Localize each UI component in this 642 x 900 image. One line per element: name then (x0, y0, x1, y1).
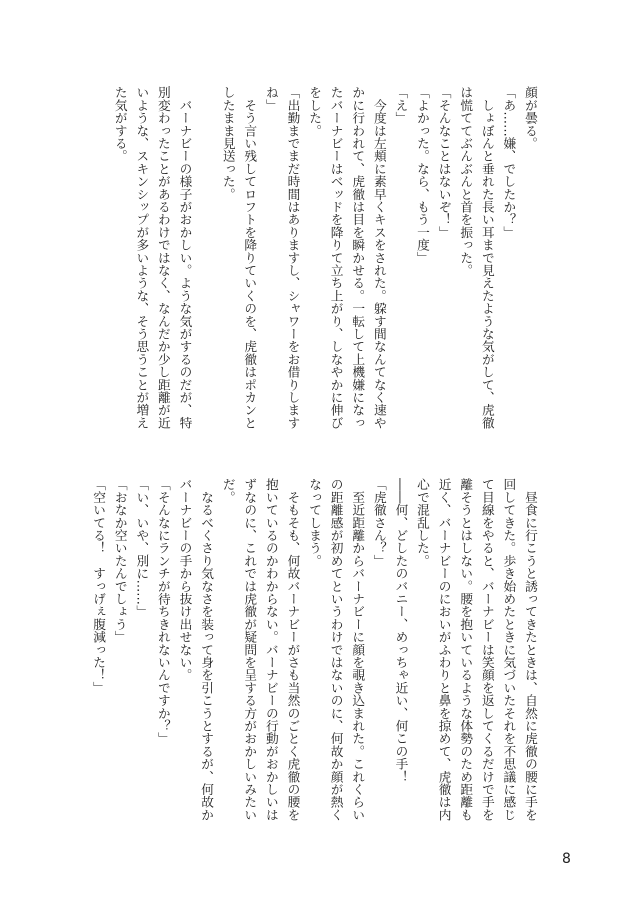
text-line: いような、スキンシップが多いような、そう思うことが増え (134, 86, 150, 429)
text-line: は慌ててぶんぶんと首を振った。 (458, 86, 474, 277)
text-line: かに行われて、虎徹は目を瞬かせる。一転して上機嫌になっ (350, 86, 366, 429)
text-line: 「そんなにランチが待ちきれないんですか？」 (155, 478, 171, 745)
lower-text-block (88, 478, 541, 828)
text-line: 「よかった。なら、もう一度」 (415, 86, 431, 264)
text-line: 離そうとはしない。腰を抱いているような体勢のため距離も (458, 478, 474, 821)
text-line: バーナビーの様子がおかしい。ような気がするのだが、特 (177, 86, 193, 429)
text-line: そう言い残してロフトを降りていくのを、虎徹はポカンと (242, 86, 258, 429)
scene-break (196, 86, 218, 433)
text-line: だ。 (220, 478, 236, 504)
text-line: 顔が曇る。 (523, 86, 538, 150)
text-line: 「あ……嫌、でしたか？」 (501, 86, 517, 239)
text-line: 「そんなことはないぞ！」 (436, 86, 452, 239)
text-line: 「空いてる！ すっげぇ腹減った！」 (91, 478, 107, 694)
text-line: 「虎徹さん？」 (371, 478, 387, 567)
text-line: 回してきた。歩き始めたときに気づいたそれを不思議に感じ (501, 478, 517, 821)
text-line: た気がする。 (112, 86, 128, 163)
text-line: なってしまう。 (307, 478, 323, 567)
text-line: そもそも、何故バーナビーがさも当然のごとく虎徹の腰を (285, 478, 301, 821)
text-line: の距離感が初めてというわけではないのに、何故か顔が熱く (328, 478, 344, 821)
text-line: ずなのに、これでは虎徹が疑問を呈する方がおかしいみたい (242, 478, 258, 821)
text-line: したまま見送った。 (220, 86, 236, 201)
text-line: ――何、どしたのバニー、めっちゃ近い、何この手！ (393, 478, 409, 783)
text-line: 心で混乱した。 (415, 478, 431, 567)
text-line: 「おなか空いたんでしょう」 (112, 478, 128, 644)
text-line: 抱いているのかわからない。バーナビーの行動がおかしいは (263, 478, 279, 821)
text-line: 「出勤までまだ時間はありますし、シャワーをお借りします (285, 86, 301, 429)
text-line: しょぼんと垂れた長い耳まで見えたような気がして、虎徹 (479, 86, 495, 429)
upper-text-block (109, 86, 541, 433)
text-line: バーナビーの手から抜け出せない。 (177, 478, 193, 682)
text-line: 「え」 (393, 86, 409, 125)
text-line: 近く、バーナビーのにおいがふわりと鼻を掠めて、虎徹は内 (436, 478, 452, 821)
text-line: ね」 (263, 86, 279, 112)
text-line: なるべくさり気なさを装って身を引こうとするが、何故か (199, 478, 215, 821)
text-line: て目線をやると、バーナビーは笑顔を返してくるだけで手を (479, 478, 495, 821)
text-line: をした。 (307, 86, 323, 137)
text-line: 昼食に行こうと誘ってきたときは、自然に虎徹の腰に手を (523, 478, 538, 821)
text-line: 「い、いや、別に……」 (134, 478, 150, 618)
text-line: たバーナビーはベッドを降りて立ち上がり、しなやかに伸び (328, 86, 344, 429)
page-number: 8 (562, 851, 571, 867)
text-line: 今度は左頬に素早くキスをされた。躱す間なんてなく速や (371, 86, 387, 429)
text-line: 至近距離からバーナビーに顔を覗き込まれた。これくらい (350, 478, 366, 821)
text-line: 別変わったことがあるわけではなく、なんだか少し距離が近 (155, 86, 171, 429)
